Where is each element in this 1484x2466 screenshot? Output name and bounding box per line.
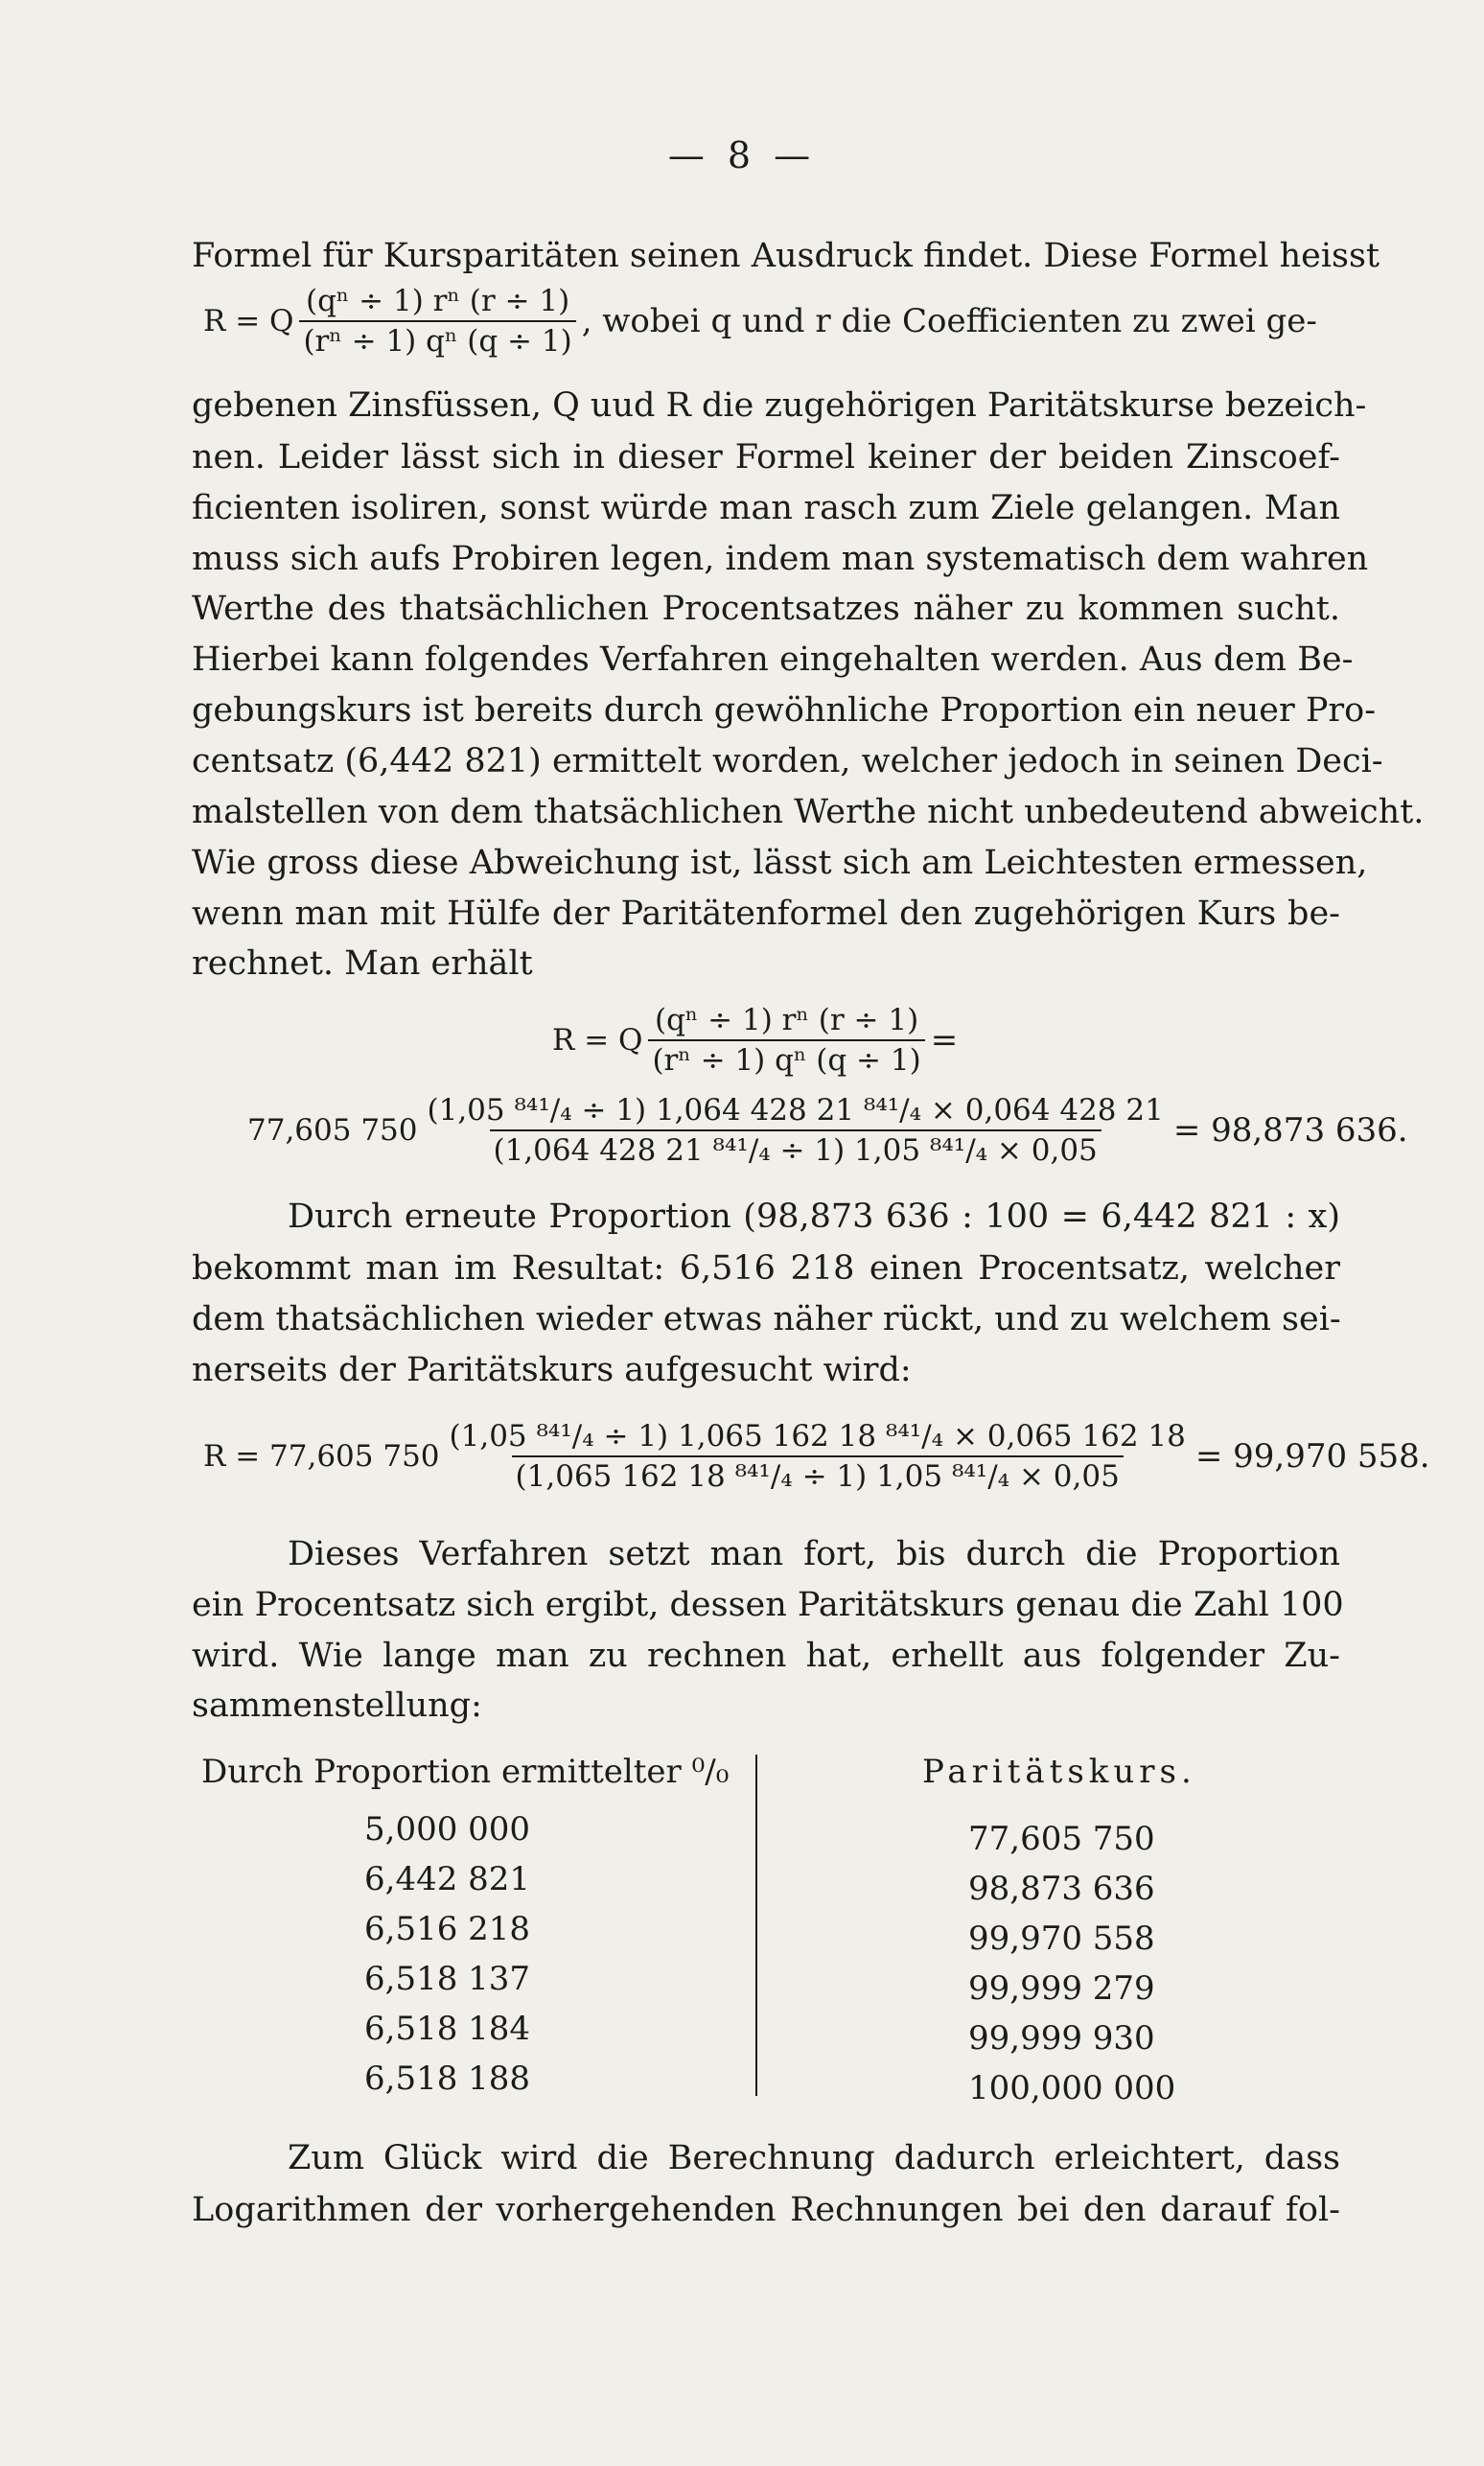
formula-parity-restated (552, 1003, 958, 1078)
text-line: rechnet. Man erhält (192, 944, 533, 983)
formula-denominator: (1,065 162 18 ⁸⁴¹/₄ ÷ 1) 1,05 ⁸⁴¹/₄ × 0,05 (512, 1455, 1124, 1494)
formula-fraction (424, 1093, 1168, 1168)
formula-denominator: (rⁿ ÷ 1) qⁿ (q ÷ 1) (299, 320, 575, 359)
cell-percent: 6,518 184 (364, 2010, 531, 2048)
header-parity: Paritätskurs. (922, 1753, 1196, 1791)
text-line: Logarithmen der vorhergehenden Rechnungen bei den darauf fol- (192, 2191, 1340, 2229)
formula-result: = 98,873 636. (1172, 1111, 1408, 1150)
formula-second-calculation (203, 1419, 1430, 1494)
column-divider (755, 1755, 757, 2096)
text-line: nerseits der Paritätskurs aufgesucht wird: (192, 1351, 912, 1389)
text-line: malstellen von dem thatsächlichen Werthe nicht unbedeutend abweicht. (192, 793, 1425, 831)
text-line: Wie gross diese Abweichung ist, lässt sich am Leichtesten ermessen, (192, 844, 1368, 882)
text-line: centsatz (6,442 821) ermittelt worden, welcher jedoch in seinen Deci- (192, 742, 1383, 780)
cell-percent: 6,518 137 (364, 1960, 531, 1998)
formula-fraction (648, 1003, 924, 1078)
formula-lhs: R = 77,605 750 (203, 1439, 440, 1474)
formula-result: = 99,970 558. (1194, 1437, 1430, 1476)
page-number: — 8 — (667, 134, 817, 176)
formula-numerator: (1,05 ⁸⁴¹/₄ ÷ 1) 1,064 428 21 ⁸⁴¹/₄ × 0,064 428 21 (427, 1093, 1164, 1128)
text-line: gebungskurs ist bereits durch gewöhnliche Proportion ein neuer Pro- (192, 691, 1377, 730)
text-line: sammenstellung: (192, 1687, 482, 1725)
cell-parity: 100,000 000 (968, 2069, 1176, 2107)
formula-first-calculation (247, 1093, 1408, 1168)
text-line: gebenen Zinsfüssen, Q uud R die zugehörigen Paritätskurse bezeich- (192, 386, 1367, 425)
header-percent: Durch Proportion ermittelter ⁰/₀ (201, 1753, 730, 1791)
cell-parity: 99,999 930 (968, 2019, 1155, 2058)
text-line: dem thatsächlichen wieder etwas näher rückt, und zu welchem sei- (192, 1300, 1341, 1338)
text-line: wird. Wie lange man zu rechnen hat, erhellt aus folgender Zu- (192, 1637, 1340, 1675)
formula-lhs: R = Q (203, 304, 294, 338)
cell-parity: 98,873 636 (968, 1870, 1155, 1908)
text-line: Formel für Kursparitäten seinen Ausdruck findet. Diese Formel heisst (192, 237, 1380, 275)
text-line: bekommt man im Resultat: 6,516 218 einen Procentsatz, welcher (192, 1249, 1340, 1288)
cell-parity: 99,999 279 (968, 1969, 1155, 2008)
text-line: wenn man mit Hülfe der Paritätenformel den zugehörigen Kurs be- (192, 895, 1340, 933)
text-line: Durch erneute Proportion (98,873 636 : 100 = 6,442 821 : x) (288, 1198, 1340, 1236)
formula-fraction (446, 1419, 1190, 1494)
formula-numerator: (1,05 ⁸⁴¹/₄ ÷ 1) 1,065 162 18 ⁸⁴¹/₄ × 0,065 162 18 (449, 1419, 1186, 1454)
cell-percent: 5,000 000 (364, 1810, 531, 1849)
formula-tail: = (930, 1021, 959, 1059)
text-line: nen. Leider lässt sich in dieser Formel keiner der beiden Zinscoef- (192, 438, 1340, 477)
text-line: Hierbei kann folgendes Verfahren eingehalten werden. Aus dem Be- (192, 640, 1354, 679)
cell-parity: 77,605 750 (968, 1820, 1155, 1858)
formula-lhs: R = Q (552, 1023, 643, 1058)
cell-parity: 99,970 558 (968, 1919, 1155, 1958)
cell-percent: 6,516 218 (364, 1910, 531, 1948)
results-table (201, 1753, 1217, 2107)
formula-parity (203, 284, 1317, 359)
formula-denominator: (rⁿ ÷ 1) qⁿ (q ÷ 1) (648, 1039, 924, 1078)
text-line: Dieses Verfahren setzt man fort, bis durch die Proportion (288, 1535, 1340, 1573)
formula-lhs: 77,605 750 (247, 1113, 418, 1148)
cell-percent: 6,518 188 (364, 2059, 531, 2098)
text-line: Zum Glück wird die Berechnung dadurch erleichtert, dass (288, 2139, 1340, 2177)
text-line: muss sich aufs Probiren legen, indem man systematisch dem wahren (192, 540, 1369, 578)
formula-tail: , wobei q und r die Coefficienten zu zwei ge- (581, 302, 1317, 340)
text-line: Werthe des thatsächlichen Procentsatzes näher zu kommen sucht. (192, 590, 1340, 628)
formula-numerator: (qⁿ ÷ 1) rⁿ (r ÷ 1) (654, 1003, 919, 1037)
text-line: ficienten isoliren, sonst würde man rasch zum Ziele gelangen. Man (192, 489, 1340, 527)
text-line: ein Procentsatz sich ergibt, dessen Paritätskurs genau die Zahl 100 (192, 1586, 1344, 1624)
cell-percent: 6,442 821 (364, 1860, 531, 1898)
formula-fraction (299, 284, 575, 359)
formula-numerator: (qⁿ ÷ 1) rⁿ (r ÷ 1) (305, 284, 570, 318)
formula-denominator: (1,064 428 21 ⁸⁴¹/₄ ÷ 1) 1,05 ⁸⁴¹/₄ × 0,05 (490, 1129, 1101, 1168)
